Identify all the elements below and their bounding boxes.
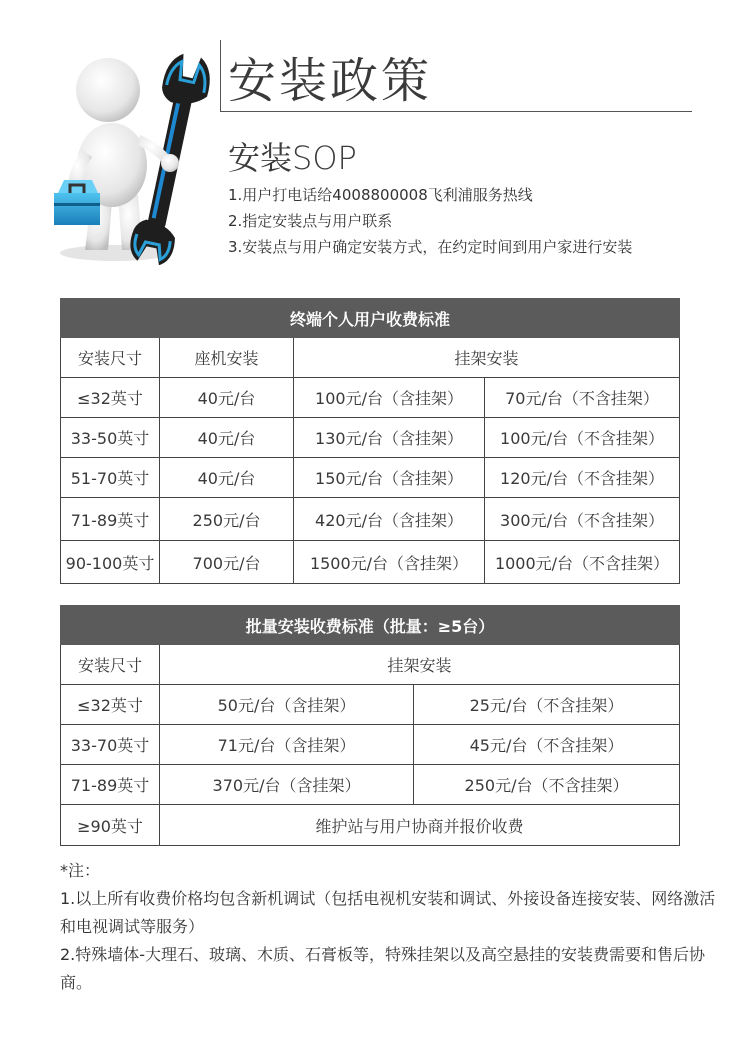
- table-cell: 33-70英寸: [61, 725, 160, 765]
- table-cell: 40元/台: [160, 418, 294, 458]
- table-cell: 100元/台（含挂架）: [294, 378, 485, 418]
- column-header: 座机安装: [160, 338, 294, 378]
- table-cell: 250元/台（不含挂架）: [414, 765, 680, 805]
- table-title: 批量安装收费标准（批量：≥5台）: [61, 606, 680, 645]
- sop-step: 2.指定安装点与用户联系: [228, 212, 393, 230]
- sop-step: 3.安装点与用户确定安装方式，在约定时间到用户家进行安装: [228, 238, 633, 256]
- table-cell: 71-89英寸: [61, 765, 160, 805]
- column-header: 安装尺寸: [61, 645, 160, 685]
- table-cell: 420元/台（含挂架）: [294, 498, 485, 541]
- table-cell: 40元/台: [160, 378, 294, 418]
- repairman-illustration: [40, 45, 215, 265]
- bulk-fee-table: [60, 605, 680, 846]
- table-cell: 130元/台（含挂架）: [294, 418, 485, 458]
- table-cell: 45元/台（不含挂架）: [414, 725, 680, 765]
- table-row: [61, 498, 680, 541]
- notes-heading: *注：: [60, 861, 101, 880]
- table-row: [61, 418, 680, 458]
- table-cell: 250元/台: [160, 498, 294, 541]
- table-cell: 100元/台（不含挂架）: [485, 418, 680, 458]
- note-item: 1.以上所有收费价格均包含新机调试（包括电视机安装和调试、外接设备连接安装、网络激活和电视调试等服务）: [60, 889, 716, 936]
- title-divider: [220, 111, 692, 112]
- column-header: 安装尺寸: [61, 338, 160, 378]
- table-row: [61, 541, 680, 584]
- table-cell: 90-100英寸: [61, 541, 160, 584]
- sop-steps: [228, 182, 632, 260]
- table-cell: 40元/台: [160, 458, 294, 498]
- table-cell: ≥90英寸: [61, 805, 160, 846]
- table-cell: 51-70英寸: [61, 458, 160, 498]
- note-item: 2.特殊墙体-大理石、玻璃、木质、石膏板等，特殊挂架以及高空悬挂的安装费需要和售后协商。: [60, 945, 706, 992]
- table-row: [61, 378, 680, 418]
- table-cell: 70元/台（不含挂架）: [485, 378, 680, 418]
- table-cell: ≤32英寸: [61, 378, 160, 418]
- table-cell: 120元/台（不含挂架）: [485, 458, 680, 498]
- table-cell: 370元/台（含挂架）: [160, 765, 414, 805]
- table-cell: 50元/台（含挂架）: [160, 685, 414, 725]
- table-cell: 25元/台（不含挂架）: [414, 685, 680, 725]
- table-cell: 300元/台（不含挂架）: [485, 498, 680, 541]
- individual-fee-table: [60, 298, 680, 584]
- notes: [60, 857, 720, 997]
- table-cell: 71元/台（含挂架）: [160, 725, 414, 765]
- sop-title: 安装SOP: [228, 139, 357, 177]
- toolbox-icon: [54, 180, 100, 225]
- table-row: [61, 725, 680, 765]
- table-cell: 1000元/台（不含挂架）: [485, 541, 680, 584]
- table-cell: 33-50英寸: [61, 418, 160, 458]
- column-header: 挂架安装: [160, 645, 680, 685]
- table-row: [61, 805, 680, 846]
- table-cell: 维护站与用户协商并报价收费: [160, 805, 680, 846]
- page-title: 安装政策: [228, 53, 433, 109]
- table-cell: 1500元/台（含挂架）: [294, 541, 485, 584]
- table-row: [61, 458, 680, 498]
- table-cell: ≤32英寸: [61, 685, 160, 725]
- table-title: 终端个人用户收费标准: [61, 299, 680, 338]
- table-cell: 700元/台: [160, 541, 294, 584]
- title-divider-vertical: [220, 40, 221, 112]
- table-cell: 150元/台（含挂架）: [294, 458, 485, 498]
- column-header: 挂架安装: [294, 338, 680, 378]
- table-cell: 71-89英寸: [61, 498, 160, 541]
- sop-step: 1.用户打电话给4008800008飞利浦服务热线: [228, 186, 533, 204]
- table-row: [61, 685, 680, 725]
- table-row: [61, 765, 680, 805]
